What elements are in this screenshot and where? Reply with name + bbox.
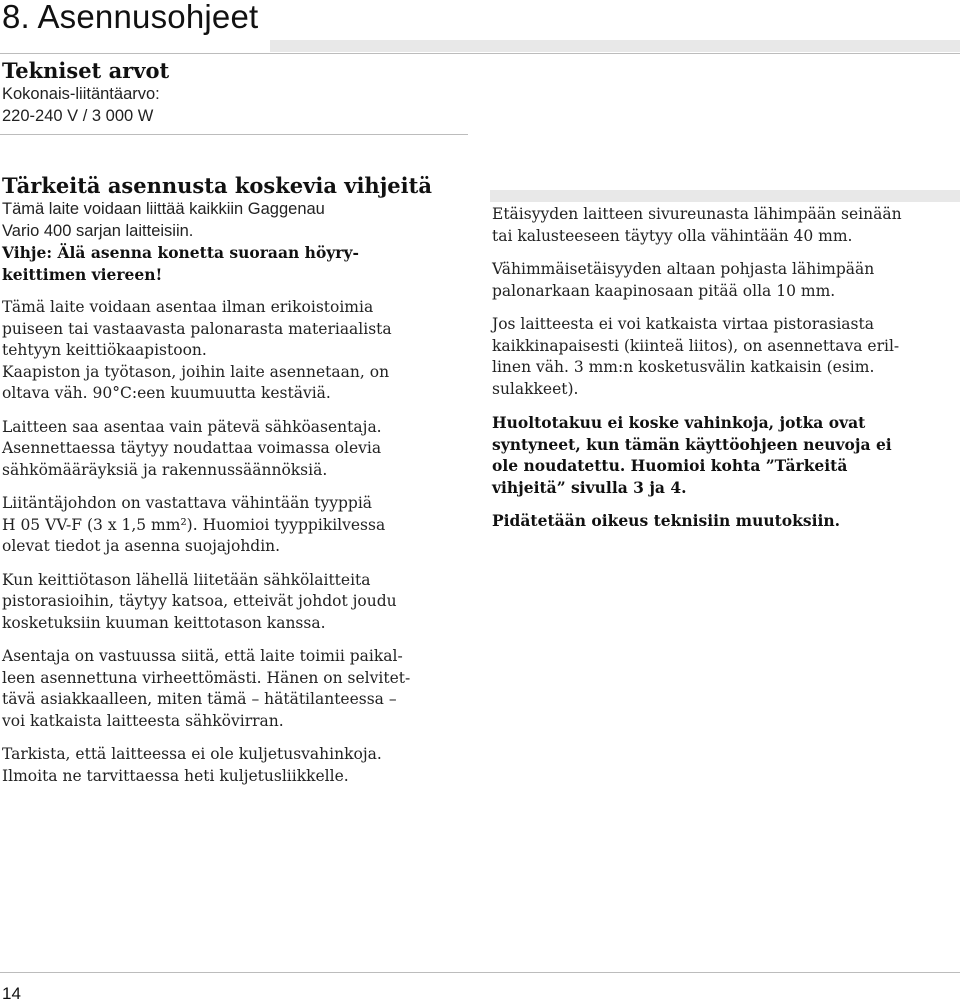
- tech-line: 220-240 V / 3 000 W: [2, 106, 154, 125]
- warranty-note: Huoltotakuu ei koske vahinkoja, jotka ovat syntyneet, kun tämän käyttöohjeen neuvoja ei ole noudatettu. Huomioi kohta ”Tärkeitä vihjeitä” sivulla 3 ja 4.: [492, 413, 892, 497]
- important-p5: Liitäntäjohdon on vastattava vähintään tyyppiä H 05 VV-F (3 x 1,5 mm²). Huomioi tyyppikilvessa olevat tiedot ja asenna suojajohdin.: [2, 494, 386, 555]
- right-p3: Jos laitteesta ei voi katkaista virtaa pistorasiasta kaikkinapaisesti (kiinteä liitos), on asennettava eril- linen väh. 3 mm:n kosketusvälin katkaisin (esim. sulakkeet).: [492, 315, 900, 398]
- page-header: [0, 0, 960, 52]
- rights-reserved-note: Pidätetään oikeus teknisiin muutoksiin.: [492, 511, 841, 530]
- section-rule: [0, 134, 468, 135]
- header-rule: [0, 53, 960, 54]
- header-bar: [270, 40, 960, 52]
- page-title: 8. Asennusohjeet: [2, 0, 259, 35]
- important-p4: Laitteen saa asentaa vain pätevä sähköasentaja. Asennettaessa täytyy noudattaa voimassa olevia sähkömääräyksiä ja rakennussäännöksiä.: [2, 417, 382, 479]
- tech-line: Kokonais-liitäntäarvo:: [2, 85, 160, 103]
- right-column-bar: [490, 190, 960, 202]
- important-section: [2, 173, 470, 787]
- right-p1: Etäisyyden laitteen sivureunasta lähimpään seinään tai kalusteeseen täytyy olla vähintään 40 mm.: [492, 205, 902, 245]
- important-p7: Asentaja on vastuussa siitä, että laite toimii paikal- leen asennettuna virheettömästi. Hänen on selvitet- tävä asiakkaalleen, miten tämä – hätätilanteessa – voi katkaista laitteesta sähkövirran.: [2, 647, 411, 730]
- page-number: 14: [2, 984, 21, 1003]
- right-p2: Vähimmäisetäisyyden altaan pohjasta lähimpään palonarkaan kaapinosaan pitää olla 10 mm.: [492, 260, 875, 300]
- important-p8: Tarkista, että laitteessa ei ole kuljetusvahinkoja. Ilmoita ne tarvittaessa heti kuljetusliikkelle.: [2, 745, 382, 785]
- tech-section: [2, 58, 462, 127]
- tech-heading: Tekniset arvot: [2, 58, 170, 83]
- important-p6: Kun keittiötason lähellä liitetään sähkölaitteita pistorasioihin, täytyy katsoa, etteivät johdot joudu kosketuksiin kuuman keittotason kanssa.: [2, 570, 397, 632]
- important-heading: Tärkeitä asennusta koskevia vihjeitä: [2, 173, 432, 198]
- footer-rule: [0, 972, 960, 973]
- important-p2: Tämä laite voidaan asentaa ilman erikoistoimia puiseen tai vastaavasta palonarasta materiaalista tehtyyn keittiökaapistoon. Kaapiston ja työtason, joihin laite asennetaan, on oltava väh. 90°C:een kuumuutta kestäviä.: [2, 298, 392, 402]
- important-p1: Tämä laite voidaan liittää kaikkiin Gaggenau Vario 400 sarjan laitteisiin. Vihje: Älä asenna konetta suoraan höyry- keittimen viereen!: [2, 200, 359, 284]
- right-column: [492, 204, 960, 532]
